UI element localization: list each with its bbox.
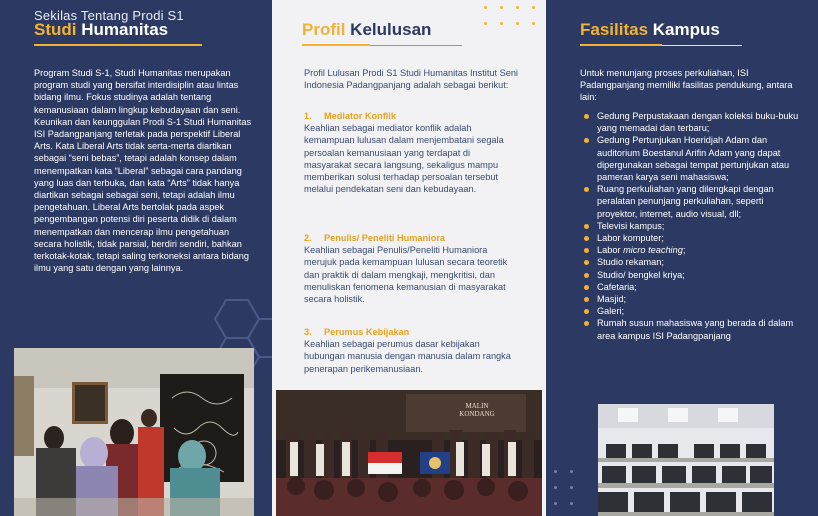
panel3-title-line — [662, 45, 742, 46]
panel1-title-accent: Studi — [34, 20, 77, 39]
profile-name: Perumus Kebijakan — [324, 327, 410, 337]
panel3-title — [580, 20, 720, 40]
facility-item: Galeri; — [580, 305, 800, 317]
profile-description: Keahlian sebagai mediator konflik adalah kemampuan lulusan dalam menjembatani segala persoalan kemanusiaan yang terdapat di masyarakat secara langsung, sekaligus mampu memberikan solusi terhadap persoalan tersebut melalui pendekatan seni dan kebudayaan. — [304, 123, 504, 195]
panel1-title-rest: Humanitas — [76, 20, 169, 39]
panel1-kicker: Sekilas Tentang Prodi S1 — [34, 8, 184, 23]
gallery-photo — [14, 348, 254, 516]
graduation-photo — [276, 390, 542, 516]
facility-item: Studio rekaman; — [580, 256, 800, 268]
panel1-body: Program Studi S-1, Studi Humanitas merupakan program studi yang bersifat interdisiplin atau lintas bidang ilmu. Fokus studinya adalah tentang kemanusiaan dalam lingkup kebudayaan dan seni. Keunikan dan keunggulan Prodi S-1 Studi Humanitas ISI Padangpanjang terletak pada perspektif Liberal Arts. Kata Liberal Arts tidak serta-merta diartikan sebagai “seni bebas”, tetapi adalah konsep dalam menempatkan kata “Liberal” sebagai cara pandang yang luas dan terbuka, dan kata “Arts” tidak hanya diartikan sebagai sebagai seni, tetapi adalah ilmu pengetahuan. Liberal Arts bertolak pada aspek pengembangan potensi diri peserta didik di dalam menempatkan dan mencerap ilmu pengetahuan secara holistik, tidak parsial, berdiri sendiri, bahkan terkotak-kotak, tetapi saling terkoneksi antara bidang ilmu yang satu dengan yang lainnya. — [34, 68, 252, 274]
profile-description: Keahlian sebagai Penulis/Peneliti Humaniora merujuk pada kemampuan lulusan secara teoretik dan praktik di dalam mengkaji, mengkritisi, dan menuliskan fenomena kemanusian di masyarakat secara holistik. — [304, 245, 508, 305]
facility-item: Ruang perkuliahan yang dilengkapi dengan peralatan penunjang perkuliahan, seperti proyektor, internet, audio visual, dll; — [580, 183, 800, 220]
graduate-profile-3 — [304, 326, 520, 375]
graduate-profile-2 — [304, 232, 520, 305]
panel2-intro: Profil Lulusan Prodi S1 Studi Humanitas Institut Seni Indonesia Padangpanjang adalah sebagai berikut: — [304, 68, 518, 91]
panel-studi-humanitas — [0, 0, 272, 516]
facility-item: Gedung Perpustakaan dengan koleksi buku-buku yang memadai dan terbaru; — [580, 110, 800, 134]
panel2-title-line — [370, 45, 462, 46]
facility-list — [580, 110, 800, 342]
facility-item: Rumah susun mahasiswa yang berada di dalam area kampus ISI Padangpanjang — [580, 317, 800, 341]
facility-item: Studio/ bengkel kriya; — [580, 269, 800, 281]
facility-item: Masjid; — [580, 293, 800, 305]
panel1-title — [34, 20, 168, 40]
panel3-title-accent: Fasilitas — [580, 20, 649, 39]
profile-number: 1. — [304, 111, 312, 121]
panel-profil-kelulusan — [272, 0, 546, 516]
panel2-title — [302, 20, 431, 40]
profile-name: Penulis/ Peneliti Humaniora — [324, 233, 445, 243]
panel1-title-underline — [34, 44, 202, 46]
profile-name: Mediator Konflik — [324, 111, 396, 121]
panel2-title-accent: Profil — [302, 20, 346, 39]
graduate-profile-1 — [304, 110, 520, 195]
panel3-title-rest: Kampus — [648, 20, 720, 39]
facility-item: Cafetaria; — [580, 281, 800, 293]
panel2-title-rest: Kelulusan — [345, 20, 432, 39]
panel-fasilitas-kampus — [546, 0, 818, 516]
profile-description: Keahlian sebagai perumus dasar kebijakan hubungan manusia dengan manusia dalam rangka penerapan perikemanusiaan. — [304, 339, 511, 374]
dot-pattern — [484, 6, 544, 30]
profile-number: 2. — [304, 233, 312, 243]
panel3-intro: Untuk menunjang proses perkuliahan, ISI Padangpanjang memiliki fasilitas pendukung, antara lain: — [580, 68, 793, 103]
facility-item: Labor komputer; — [580, 232, 800, 244]
computer-lab-photo — [598, 404, 774, 516]
dot-pattern-bottom — [554, 470, 594, 510]
panel2-title-underline — [302, 44, 370, 46]
facility-item: Labor micro teaching; — [580, 244, 800, 256]
venue-sign: MALIN KONDANG — [459, 402, 495, 418]
profile-number: 3. — [304, 327, 312, 337]
panel3-title-underline — [580, 44, 662, 46]
facility-item: Gedung Pertunjukan Hoeridjah Adam dan auditorium Boestanul Arifin Adam yang dapat dipergunakan sebagai tempat pertunjukan atau pameran karya seni mahasiswa; — [580, 134, 800, 183]
facility-item: Televisi kampus; — [580, 220, 800, 232]
